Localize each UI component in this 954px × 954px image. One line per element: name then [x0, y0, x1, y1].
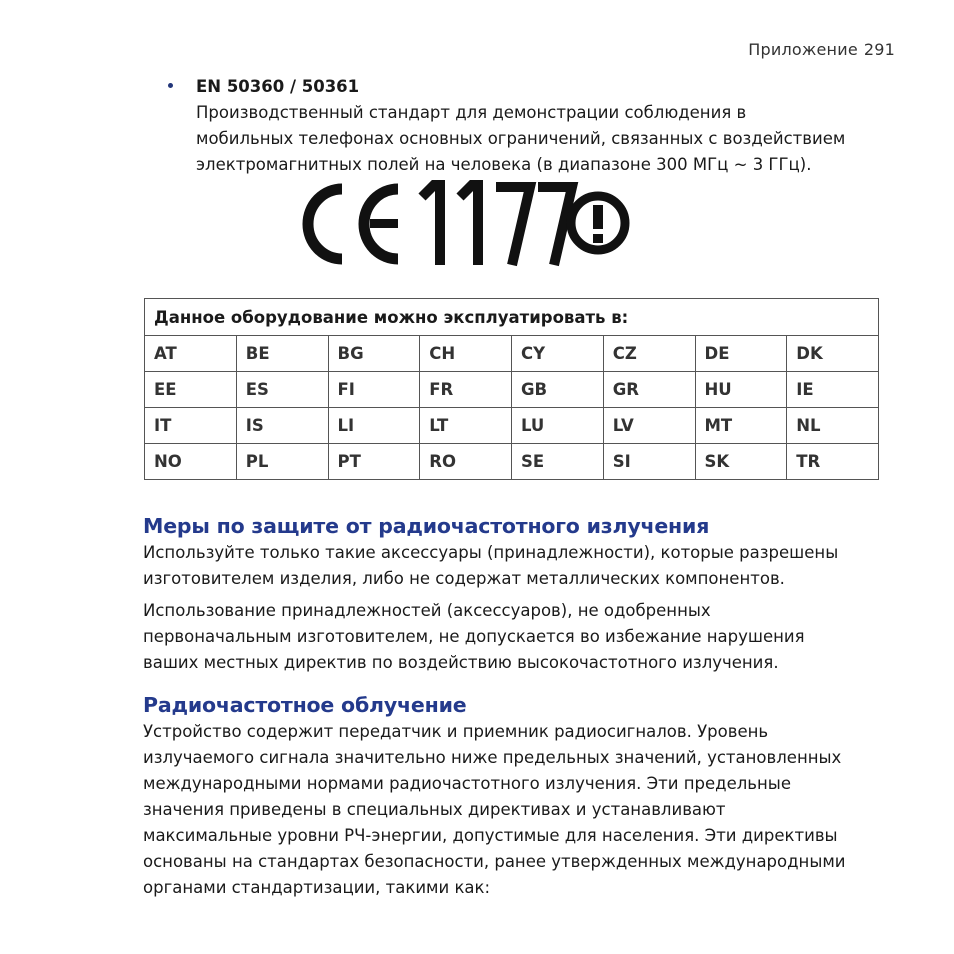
country-cell: LU	[512, 408, 604, 444]
country-cell: EE	[145, 372, 237, 408]
table-row	[145, 372, 879, 408]
country-cell: FI	[328, 372, 420, 408]
bullet-icon	[168, 83, 173, 88]
country-cell: DE	[695, 336, 787, 372]
country-cell: LV	[603, 408, 695, 444]
table-row	[145, 444, 879, 480]
running-head-section: Приложение	[748, 40, 858, 59]
country-cell: GB	[512, 372, 604, 408]
country-cell: PL	[236, 444, 328, 480]
table-row	[145, 408, 879, 444]
paragraph-line: первоначальным изготовителем, не допускается во избежание нарушения	[143, 627, 805, 646]
country-cell: CH	[420, 336, 512, 372]
country-cell: NL	[787, 408, 879, 444]
countries-table-header: Данное оборудование можно эксплуатировать в:	[145, 299, 879, 336]
table-row	[145, 336, 879, 372]
countries-table	[144, 298, 879, 480]
paragraph-line: международными нормами радиочастотного излучения. Эти предельные	[143, 774, 791, 793]
country-cell: FR	[420, 372, 512, 408]
paragraph-line: значения приведены в специальных директивах и устанавливают	[143, 800, 726, 819]
country-cell: CY	[512, 336, 604, 372]
country-cell: LI	[328, 408, 420, 444]
country-cell: IE	[787, 372, 879, 408]
standard-title: EN 50360 / 50361	[196, 77, 360, 96]
paragraph-line: максимальные уровни РЧ-энергии, допустимые для населения. Эти директивы	[143, 826, 838, 845]
running-head	[748, 40, 895, 59]
paragraph	[143, 719, 883, 901]
country-cell: HU	[695, 372, 787, 408]
section-heading: Радиочастотное облучение	[143, 693, 467, 717]
paragraph	[143, 540, 883, 592]
country-cell: TR	[787, 444, 879, 480]
alert-circle-icon	[571, 196, 625, 250]
country-cell: DK	[787, 336, 879, 372]
paragraph	[143, 598, 883, 676]
rf-protection-section	[143, 512, 883, 676]
country-cell: ES	[236, 372, 328, 408]
country-cell: BG	[328, 336, 420, 372]
ce-mark-logo	[300, 179, 630, 269]
country-cell: BE	[236, 336, 328, 372]
paragraph-line: изготовителем изделия, либо не содержат металлических компонентов.	[143, 569, 785, 588]
standard-bullet	[168, 74, 898, 178]
paragraph-line: Используйте только такие аксессуары (принадлежности), которые разрешены	[143, 543, 839, 562]
country-cell: IS	[236, 408, 328, 444]
country-cell: SK	[695, 444, 787, 480]
paragraph-line: органами стандартизации, такими как:	[143, 878, 491, 897]
country-cell: CZ	[603, 336, 695, 372]
standard-description-line: Производственный стандарт для демонстрации соблюдения в	[196, 103, 747, 122]
standard-description-line: электромагнитных полей на человека (в диапазоне 300 МГц ~ 3 ГГц).	[196, 155, 812, 174]
country-cell: PT	[328, 444, 420, 480]
paragraph-line: основаны на стандартах безопасности, ранее утвержденных международными	[143, 852, 846, 871]
paragraph-line: Использование принадлежностей (аксессуаров), не одобренных	[143, 601, 711, 620]
country-cell: SI	[603, 444, 695, 480]
paragraph-line: излучаемого сигнала значительно ниже предельных значений, установленных	[143, 748, 842, 767]
page-number: 291	[863, 40, 895, 59]
country-cell: GR	[603, 372, 695, 408]
country-cell: SE	[512, 444, 604, 480]
country-cell: RO	[420, 444, 512, 480]
country-cell: MT	[695, 408, 787, 444]
paragraph-line: ваших местных директив по воздействию высокочастотного излучения.	[143, 653, 779, 672]
country-cell: NO	[145, 444, 237, 480]
country-cell: LT	[420, 408, 512, 444]
section-heading: Меры по защите от радиочастотного излучения	[143, 514, 710, 538]
country-cell: IT	[145, 408, 237, 444]
rf-exposure-section	[143, 691, 883, 901]
paragraph-line: Устройство содержит передатчик и приемник радиосигналов. Уровень	[143, 722, 769, 741]
standard-description-line: мобильных телефонах основных ограничений, связанных с воздействием	[196, 129, 846, 148]
country-cell: AT	[145, 336, 237, 372]
